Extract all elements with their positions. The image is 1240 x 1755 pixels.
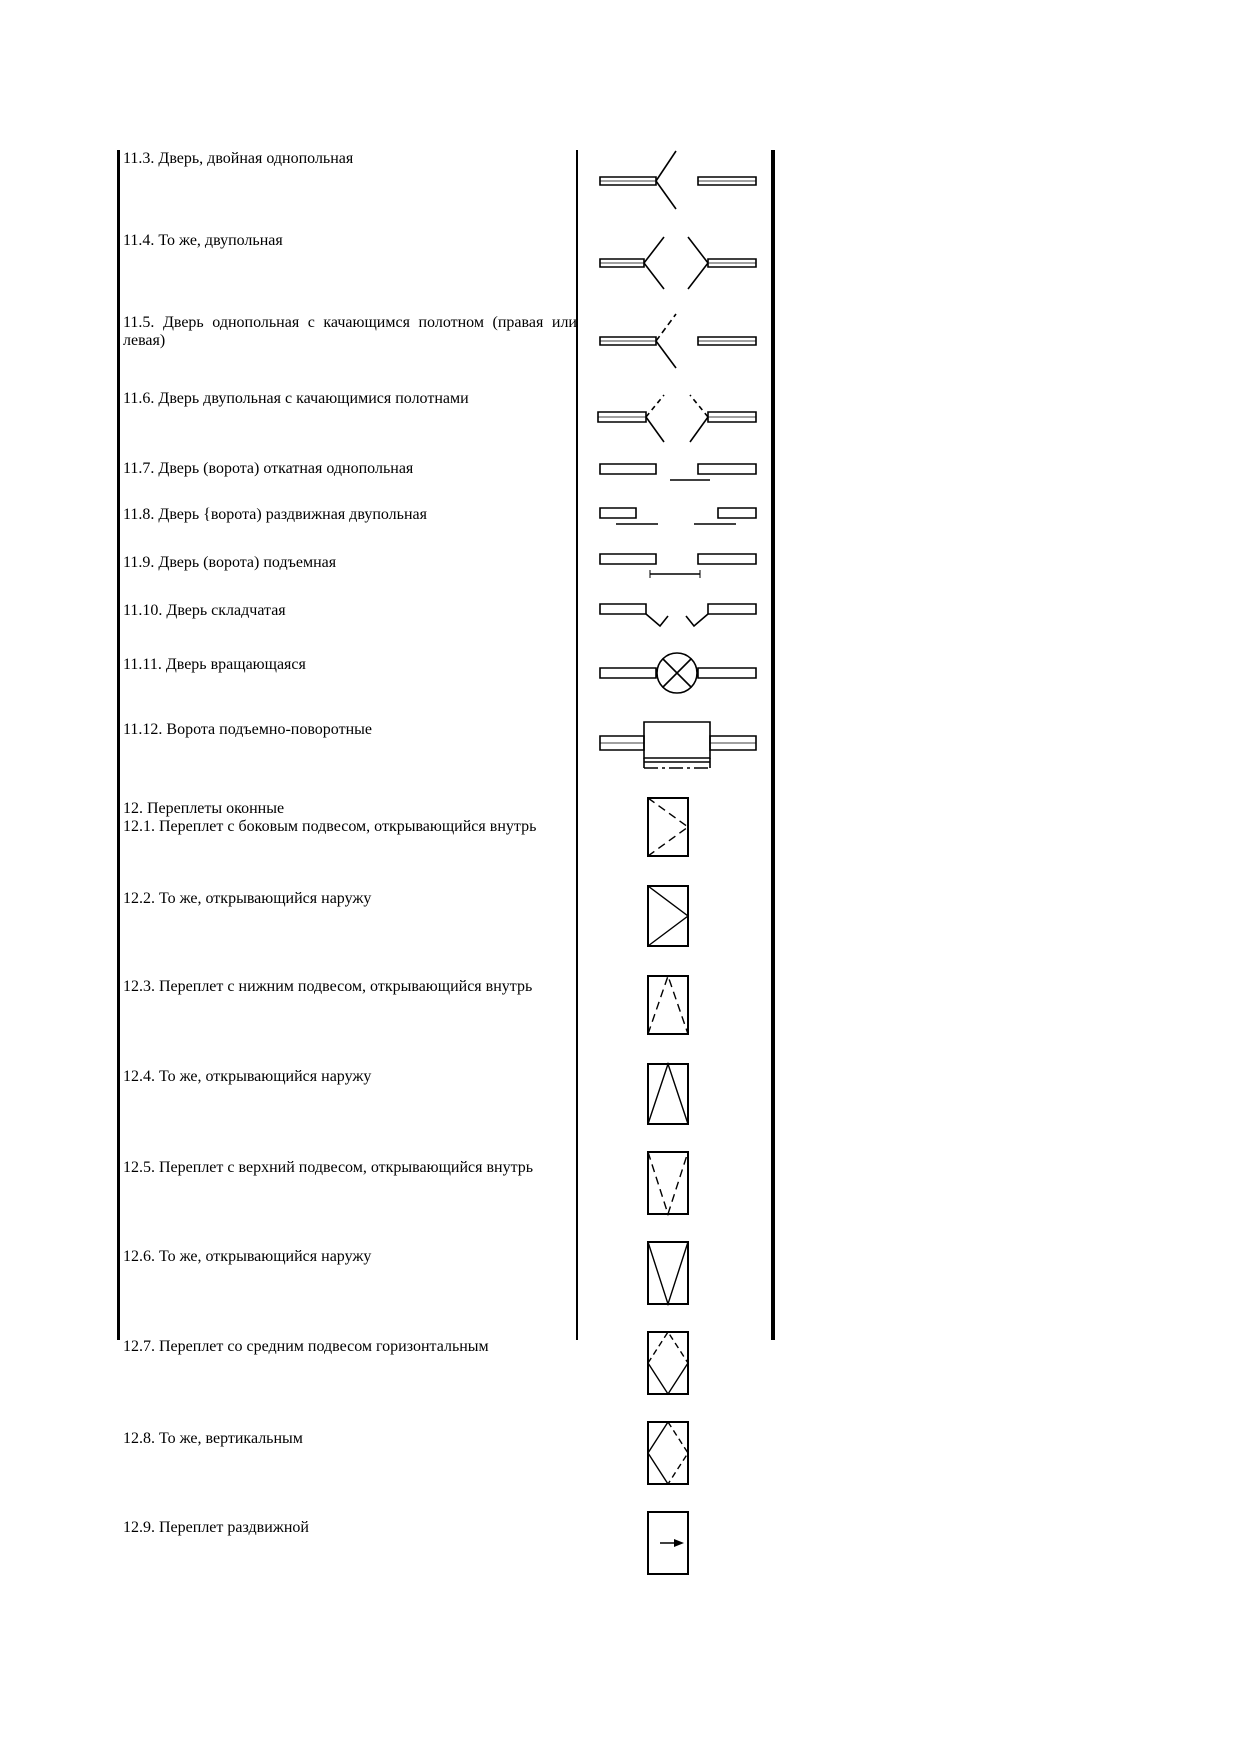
up-and-over-gate-icon bbox=[590, 714, 770, 774]
table-right-border bbox=[771, 150, 775, 1340]
sliding-two-leaf-door-icon bbox=[590, 502, 770, 530]
bottom-hung-outward-sash-icon bbox=[590, 1062, 770, 1126]
row-label-12-7: 12.7. Переплет со средним подвесом горизонтальным bbox=[123, 1338, 489, 1355]
row-label-11-6: 11.6. Дверь двупольная с качающимися полотнами bbox=[123, 390, 469, 407]
row-label-11-7: 11.7. Дверь (ворота) откатная однопольная bbox=[123, 460, 414, 477]
row-label-12-4: 12.4. То же, открывающийся наружу bbox=[123, 1068, 372, 1085]
top-hung-inward-sash-icon bbox=[590, 1150, 770, 1216]
double-single-leaf-door-icon bbox=[590, 148, 770, 214]
row-label-11-4: 11.4. То же, двупольная bbox=[123, 232, 283, 249]
row-label-12-2: 12.2. То же, открывающийся наружу bbox=[123, 890, 372, 907]
lifting-door-icon bbox=[590, 548, 770, 582]
row-label-12-1: 12.1. Переплет с боковым подвесом, открывающийся внутрь bbox=[123, 818, 537, 835]
row-label-12-8: 12.8. То же, вертикальным bbox=[123, 1430, 303, 1447]
sliding-sash-icon bbox=[590, 1510, 770, 1576]
row-label-12-6: 12.6. То же, открывающийся наружу bbox=[123, 1248, 372, 1265]
row-label-11-10: 11.10. Дверь складчатая bbox=[123, 602, 286, 619]
center-pivot-horizontal-sash-icon bbox=[590, 1330, 770, 1396]
row-label-12-9: 12.9. Переплет раздвижной bbox=[123, 1519, 309, 1536]
row-label-11-5: 11.5. Дверь однопольная с качающимся полотном (правая или левая) bbox=[123, 314, 577, 349]
row-label-12-3: 12.3. Переплет с нижним подвесом, открывающийся внутрь bbox=[123, 978, 533, 995]
bottom-hung-inward-sash-icon bbox=[590, 974, 770, 1036]
row-label-11-12: 11.12. Ворота подъемно-поворотные bbox=[123, 721, 372, 738]
swinging-two-leaf-door-icon bbox=[590, 392, 770, 448]
row-label-11-8: 11.8. Дверь {ворота) раздвижная двупольная bbox=[123, 506, 427, 523]
center-pivot-vertical-sash-icon bbox=[590, 1420, 770, 1486]
revolving-door-icon bbox=[590, 648, 770, 698]
swinging-single-leaf-door-icon bbox=[590, 310, 770, 372]
table-left-border bbox=[117, 150, 120, 1340]
side-hung-outward-sash-icon bbox=[590, 884, 770, 948]
row-label-12-5: 12.5. Переплет с верхний подвесом, открывающийся внутрь bbox=[123, 1159, 534, 1176]
sliding-single-leaf-door-icon bbox=[590, 458, 770, 488]
double-two-leaf-door-icon bbox=[590, 232, 770, 296]
section-heading-12: 12. Переплеты оконные bbox=[123, 800, 285, 817]
top-hung-outward-sash-icon bbox=[590, 1240, 770, 1306]
row-label-11-9: 11.9. Дверь (ворота) подъемная bbox=[123, 554, 337, 571]
side-hung-inward-sash-icon bbox=[590, 796, 770, 858]
folding-door-icon bbox=[590, 598, 770, 632]
row-label-11-3: 11.3. Дверь, двойная однопольная bbox=[123, 150, 354, 167]
row-label-11-11: 11.11. Дверь вращающаяся bbox=[123, 656, 306, 673]
